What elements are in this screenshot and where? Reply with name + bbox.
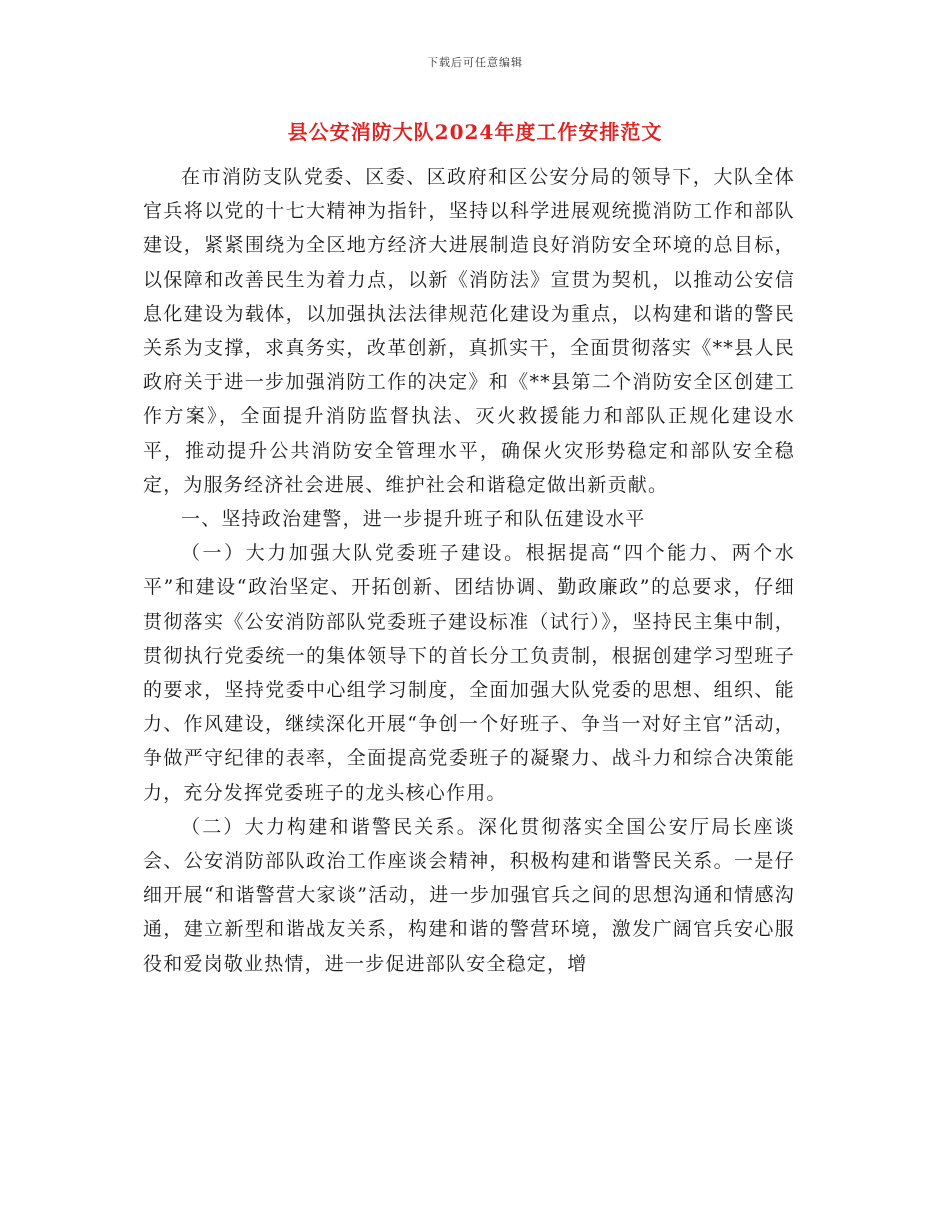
section-heading-1: 一、坚持政治建警，进一步提升班子和队伍建设水平: [181, 508, 646, 531]
paragraph-subsection-2: （二）大力构建和谐警民关系。深化贯彻落实全国公安厅局长座谈会、公安消防部队政治工作座谈会精神，积极构建和谐警民关系。一是仔细开展“和谐警营大家谈”活动，进一步加强官兵之间的思想沟通和情感沟通，建立新型和谐战友关系，构建和谐的警营环境，激发广阔官兵安心服役和爱岗敬业热情，进一步促进部队安全稳定，增: [143, 815, 795, 975]
paragraph-subsection-1: （一）大力加强大队党委班子建设。根据提高“四个能力、两个水平”和建设“政治坚定、开拓创新、团结协调、勤政廉政”的总要求，仔细贯彻落实《公安消防部队党委班子建设标准（试行）》，坚持民主集中制，贯彻执行党委统一的集体领导下的首长分工负责制，根据创建学习型班子的要求，坚持党委中心组学习制度，全面加强大队党委的思想、组织、能力、作风建设，继续深化开展“争创一个好班子、争当一对好主官”活动，争做严守纪律的表率，全面提高党委班子的凝聚力、战斗力和综合决策能力，充分发挥党委班子的龙头核心作用。: [143, 542, 795, 804]
document-body: [143, 160, 795, 981]
document-title: 县公安消防大队2024年度工作安排范文: [287, 120, 663, 144]
page-header-note: 下载后可任意编辑: [427, 56, 523, 69]
paragraph-intro: 在市消防支队党委、区委、区政府和区公安分局的领导下，大队全体官兵将以党的十七大精神为指针，坚持以科学进展观统揽消防工作和部队建设，紧紧围绕为全区地方经济大进展制造良好消防安全环境的总目标，以保障和改善民生为着力点，以新《消防法》宣贯为契机，以推动公安信息化建设为载体，以加强执法法律规范化建设为重点，以构建和谐的警民关系为支撑，求真务实，改革创新，真抓实干，全面贯彻落实《**县人民政府关于进一步加强消防工作的决定》和《**县第二个消防安全区创建工作方案》，全面提升消防监督执法、灭火救援能力和部队正规化建设水平，推动提升公共消防安全管理水平，确保火灾形势稳定和部队安全稳定，为服务经济社会进展、维护社会和谐稳定做出新贡献。: [143, 166, 795, 496]
